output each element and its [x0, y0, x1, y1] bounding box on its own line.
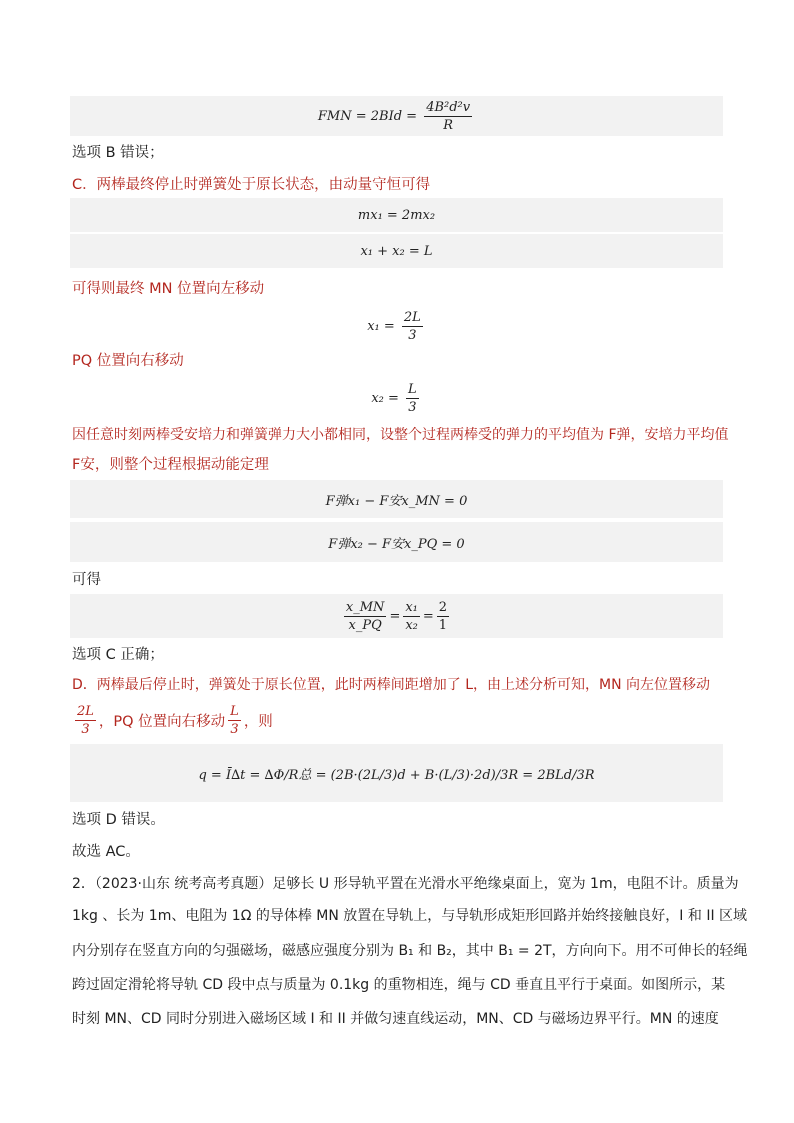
- d-line2b: ，则: [243, 713, 273, 730]
- pq-right-text: PQ 位置向右移动: [72, 353, 184, 369]
- eq-sum: x₁ + x₂ = L: [360, 243, 433, 259]
- equation-x1: [70, 304, 723, 348]
- eq-q: q = Ī∆t = ∆Φ/R总 = (2B·(2L/3)d + B·(L/3)·2d)/3R = 2BLd/3R: [198, 767, 595, 783]
- c-correct: 选项 C 正确；: [72, 647, 164, 663]
- eq-fmn-lhs: F: [317, 108, 327, 124]
- equation-momentum: [70, 198, 723, 232]
- eq-x1-num: 2L: [403, 309, 421, 325]
- equation-work1: [70, 480, 723, 518]
- eq-mom: mx₁ = 2mx₂: [357, 207, 436, 223]
- eq-x2-num: L: [408, 381, 417, 397]
- eq-ratio-frac1: [344, 600, 387, 633]
- eq-x2-den: 3: [408, 399, 417, 415]
- eq-x2-fraction: [406, 382, 419, 415]
- eq-fmn-lhs-sub: MN: [326, 108, 352, 124]
- d-frac2: [228, 704, 241, 737]
- equation-x2: [70, 377, 723, 419]
- q2-line1: 2．（2023·山东 统考高考真题）足够长 U 形导轨平置在光滑水平绝缘桌面上，宽为 1m，电阻不计。质量为: [72, 876, 739, 892]
- d-frac1: [75, 704, 96, 737]
- eq-ratio-frac2: [403, 600, 420, 633]
- eq-ratio-n1: x_MN: [345, 599, 385, 615]
- q2-line3: 内分别存在竖直方向的匀强磁场，磁感应强度分别为 B₁ 和 B₂，其中 B₁ = 2T，方向向下。用不可伸长的轻绳: [72, 943, 748, 959]
- eq-ratio-n2: x₁: [405, 599, 418, 615]
- d-wrong: 选项 D 错误。: [72, 812, 165, 828]
- kede-text: 可得: [72, 572, 101, 588]
- eq-ratio-d3: 1: [438, 617, 448, 633]
- equation-fmn: [70, 96, 723, 136]
- d-line2: [72, 700, 725, 740]
- d-heading: D．两棒最后停止时，弹簧处于原长位置，此时两棒间距增加了 L，由上述分析可知，MN 向左位置移动: [72, 677, 711, 693]
- eq-ratio-frac3: [437, 600, 449, 633]
- d-frac2-den: 3: [230, 721, 239, 737]
- equation-q: [70, 744, 723, 802]
- eq-work2: F弹x₂ − F安x_PQ = 0: [328, 536, 465, 552]
- eq-x1-den: 3: [408, 327, 417, 343]
- q2-line5: 时刻 MN、CD 同时分别进入磁场区域 I 和 II 并做匀速直线运动，MN、CD 与磁场边界平行。MN 的速度: [72, 1011, 719, 1027]
- eq-ratio-eq1: =: [389, 608, 401, 624]
- equation-work2: [70, 522, 723, 562]
- equation-sum: [70, 234, 723, 268]
- eq-fmn-num: 4B²d²v: [426, 99, 471, 115]
- eq-work1: F弹x₁ − F安x_MN = 0: [325, 493, 468, 509]
- eq-ratio-eq2: =: [422, 608, 434, 624]
- d-line2a: ，PQ 位置向右移动: [98, 713, 226, 730]
- d-frac1-den: 3: [81, 721, 90, 737]
- eq-x1-lhs: x₁ =: [367, 318, 399, 334]
- q2-line4: 跨过固定滑轮将导轨 CD 段中点与质量为 0.1kg 的重物相连，绳与 CD 垂直且平行于桌面。如图所示，某: [72, 977, 726, 993]
- b-wrong: 选项 B 错误；: [72, 145, 164, 161]
- eq-ratio-n3: 2: [438, 599, 448, 615]
- mn-left-text: 可得则最终 MN 位置向左移动: [72, 281, 265, 297]
- equation-ratio: [70, 594, 723, 638]
- d-frac2-num: L: [230, 703, 239, 719]
- eq-x1-fraction: [402, 310, 423, 343]
- answer: 故选 AC。: [72, 844, 140, 860]
- d-frac1-num: 2L: [77, 703, 94, 719]
- eq-fmn-fraction: [424, 100, 472, 133]
- eq-ratio-d1: x_PQ: [348, 617, 382, 633]
- eq-x2-lhs: x₂ =: [371, 390, 404, 406]
- eq-fmn-mid: = 2BId =: [351, 108, 422, 124]
- c-paragraph-line2: F安，则整个过程根据动能定理: [72, 457, 269, 473]
- c-heading: C．两棒最终停止时弹簧处于原长状态，由动量守恒可得: [72, 177, 431, 193]
- eq-fmn-den: R: [443, 117, 454, 133]
- c-paragraph-line1: 因任意时刻两棒受安培力和弹簧弹力大小都相同，设整个过程两棒受的弹力的平均值为 F弹，安培力平均值: [72, 427, 729, 443]
- q2-line2: 1kg 、长为 1m、电阻为 1Ω 的导体棒 MN 放置在导轨上，与导轨形成矩形回路并始终接触良好，I 和 II 区域: [72, 908, 748, 924]
- eq-ratio-d2: x₂: [405, 617, 418, 633]
